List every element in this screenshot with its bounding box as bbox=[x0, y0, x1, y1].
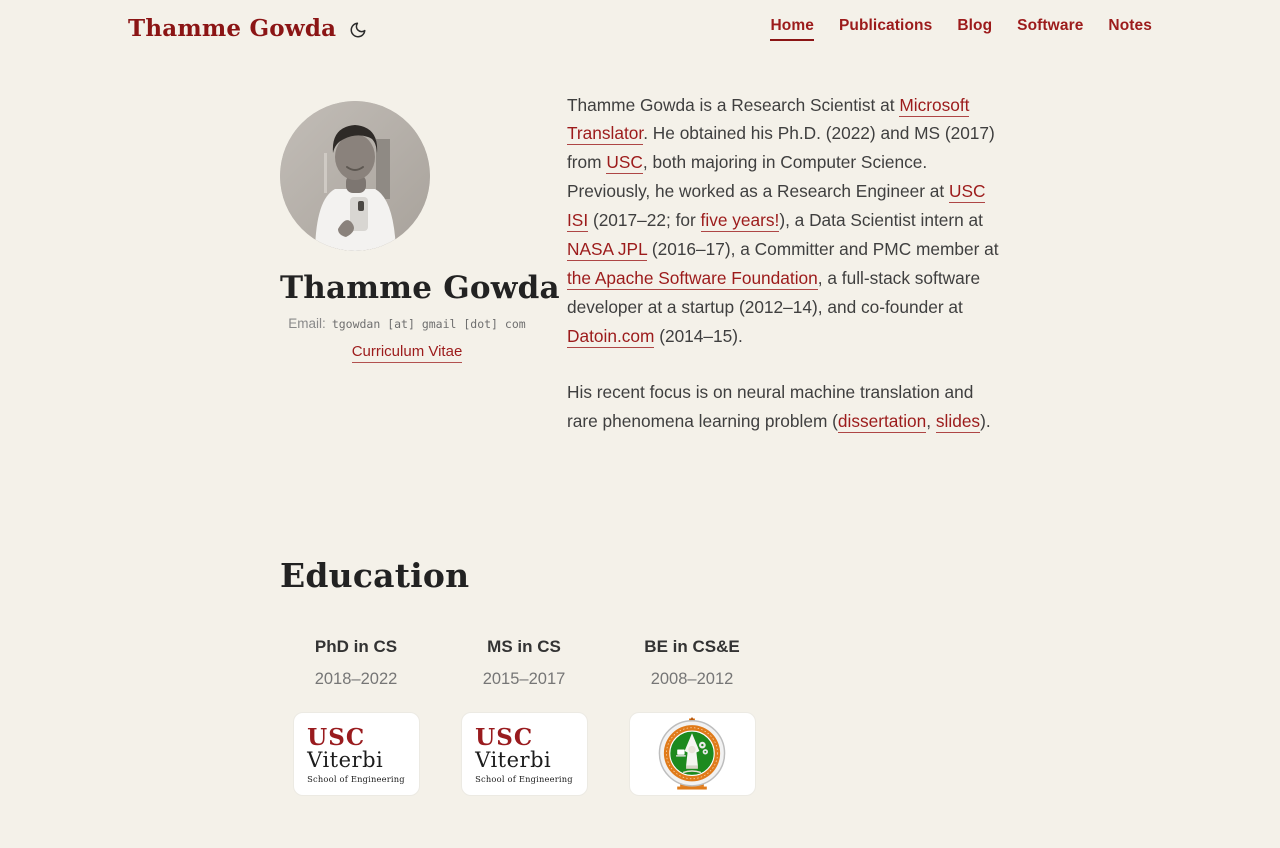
profile-photo bbox=[280, 101, 430, 251]
link-dissertation[interactable]: dissertation bbox=[837, 411, 927, 432]
usc-logo-school: School of Engineering bbox=[307, 773, 405, 784]
site-title[interactable]: Thamme Gowda bbox=[128, 15, 337, 42]
degree-years: 2018–2022 bbox=[314, 670, 398, 689]
usc-viterbi-logo bbox=[461, 712, 588, 796]
link-usc[interactable]: USC bbox=[606, 152, 643, 173]
nav-link-home[interactable]: Home bbox=[770, 17, 813, 41]
vtu-seal-logo bbox=[629, 712, 756, 796]
education-item-be bbox=[616, 637, 768, 796]
profile-card bbox=[280, 91, 560, 362]
degree-label: BE in CS&E bbox=[644, 637, 740, 657]
bio-text: (2017–22; for bbox=[588, 210, 701, 231]
intro-section bbox=[280, 91, 1000, 465]
bio-text: , bbox=[926, 411, 936, 432]
cv-link[interactable]: Curriculum Vitae bbox=[352, 343, 463, 363]
usc-viterbi-logo bbox=[293, 712, 420, 796]
brand bbox=[128, 15, 369, 43]
degree-label: PhD in CS bbox=[314, 637, 398, 657]
bio-text: , a full-stack software developer at a startup (2012–14), and co-founder at bbox=[567, 267, 981, 317]
nav-link-software[interactable]: Software bbox=[1017, 16, 1084, 34]
degree-years: 2008–2012 bbox=[650, 670, 734, 689]
nav-link-publications[interactable]: Publications bbox=[838, 16, 933, 34]
bio-text: , both majoring in Computer Science. Previously, he worked as a Research Engineer at bbox=[567, 152, 949, 202]
bio-text: (2016–17), a Committer and PMC member at bbox=[647, 238, 999, 259]
site-header bbox=[0, 0, 1280, 57]
usc-logo-usc: USC bbox=[307, 723, 366, 751]
usc-logo-viterbi: Viterbi bbox=[307, 747, 384, 772]
email-label: Email: bbox=[288, 316, 326, 332]
link-usc-isi[interactable]: USC ISI bbox=[567, 181, 986, 231]
nav-link-blog[interactable]: Blog bbox=[957, 16, 993, 34]
moon-icon bbox=[349, 21, 367, 39]
education-section bbox=[280, 556, 1000, 848]
link-slides[interactable]: slides bbox=[935, 411, 981, 432]
usc-logo-viterbi: Viterbi bbox=[475, 747, 552, 772]
education-grid bbox=[280, 637, 1000, 796]
education-item-phd bbox=[280, 637, 432, 796]
bio-text: His recent focus is on neural machine translation and rare phenomena learning problem ( bbox=[567, 382, 974, 432]
bio-text: . He obtained his Ph.D. (2022) and MS (2017) from bbox=[567, 123, 995, 173]
bio-paragraph-1 bbox=[567, 91, 1000, 351]
main-content bbox=[280, 57, 1000, 848]
education-heading: Education bbox=[280, 556, 470, 596]
bio-text: Thamme Gowda is a Research Scientist at bbox=[567, 94, 900, 115]
link-apache-software-foundation[interactable]: the Apache Software Foundation bbox=[567, 267, 818, 288]
bio-text: (2014–15). bbox=[654, 325, 743, 346]
link-five-years[interactable]: five years! bbox=[700, 210, 780, 231]
link-nasa-jpl[interactable]: NASA JPL bbox=[567, 238, 648, 259]
usc-logo-school: School of Engineering bbox=[475, 773, 573, 784]
link-datoin[interactable]: Datoin.com bbox=[567, 325, 655, 346]
email-value: tgowdan [at] gmail [dot] com bbox=[331, 317, 526, 332]
education-item-ms bbox=[448, 637, 600, 796]
nav-link-notes[interactable]: Notes bbox=[1108, 16, 1152, 34]
profile-name: Thamme Gowda bbox=[280, 269, 560, 306]
bio-text: ), a Data Scientist intern at bbox=[779, 210, 983, 231]
theme-toggle-button[interactable] bbox=[347, 19, 369, 41]
degree-years: 2015–2017 bbox=[482, 670, 566, 689]
bio-paragraph-2 bbox=[567, 378, 1000, 436]
usc-logo-usc: USC bbox=[475, 723, 534, 751]
bio bbox=[567, 91, 1000, 465]
main-nav bbox=[770, 17, 1152, 41]
link-microsoft-translator[interactable]: Microsoft Translator bbox=[567, 94, 970, 144]
bio-text: ). bbox=[980, 411, 991, 432]
degree-label: MS in CS bbox=[487, 637, 561, 657]
email-row bbox=[280, 316, 534, 331]
